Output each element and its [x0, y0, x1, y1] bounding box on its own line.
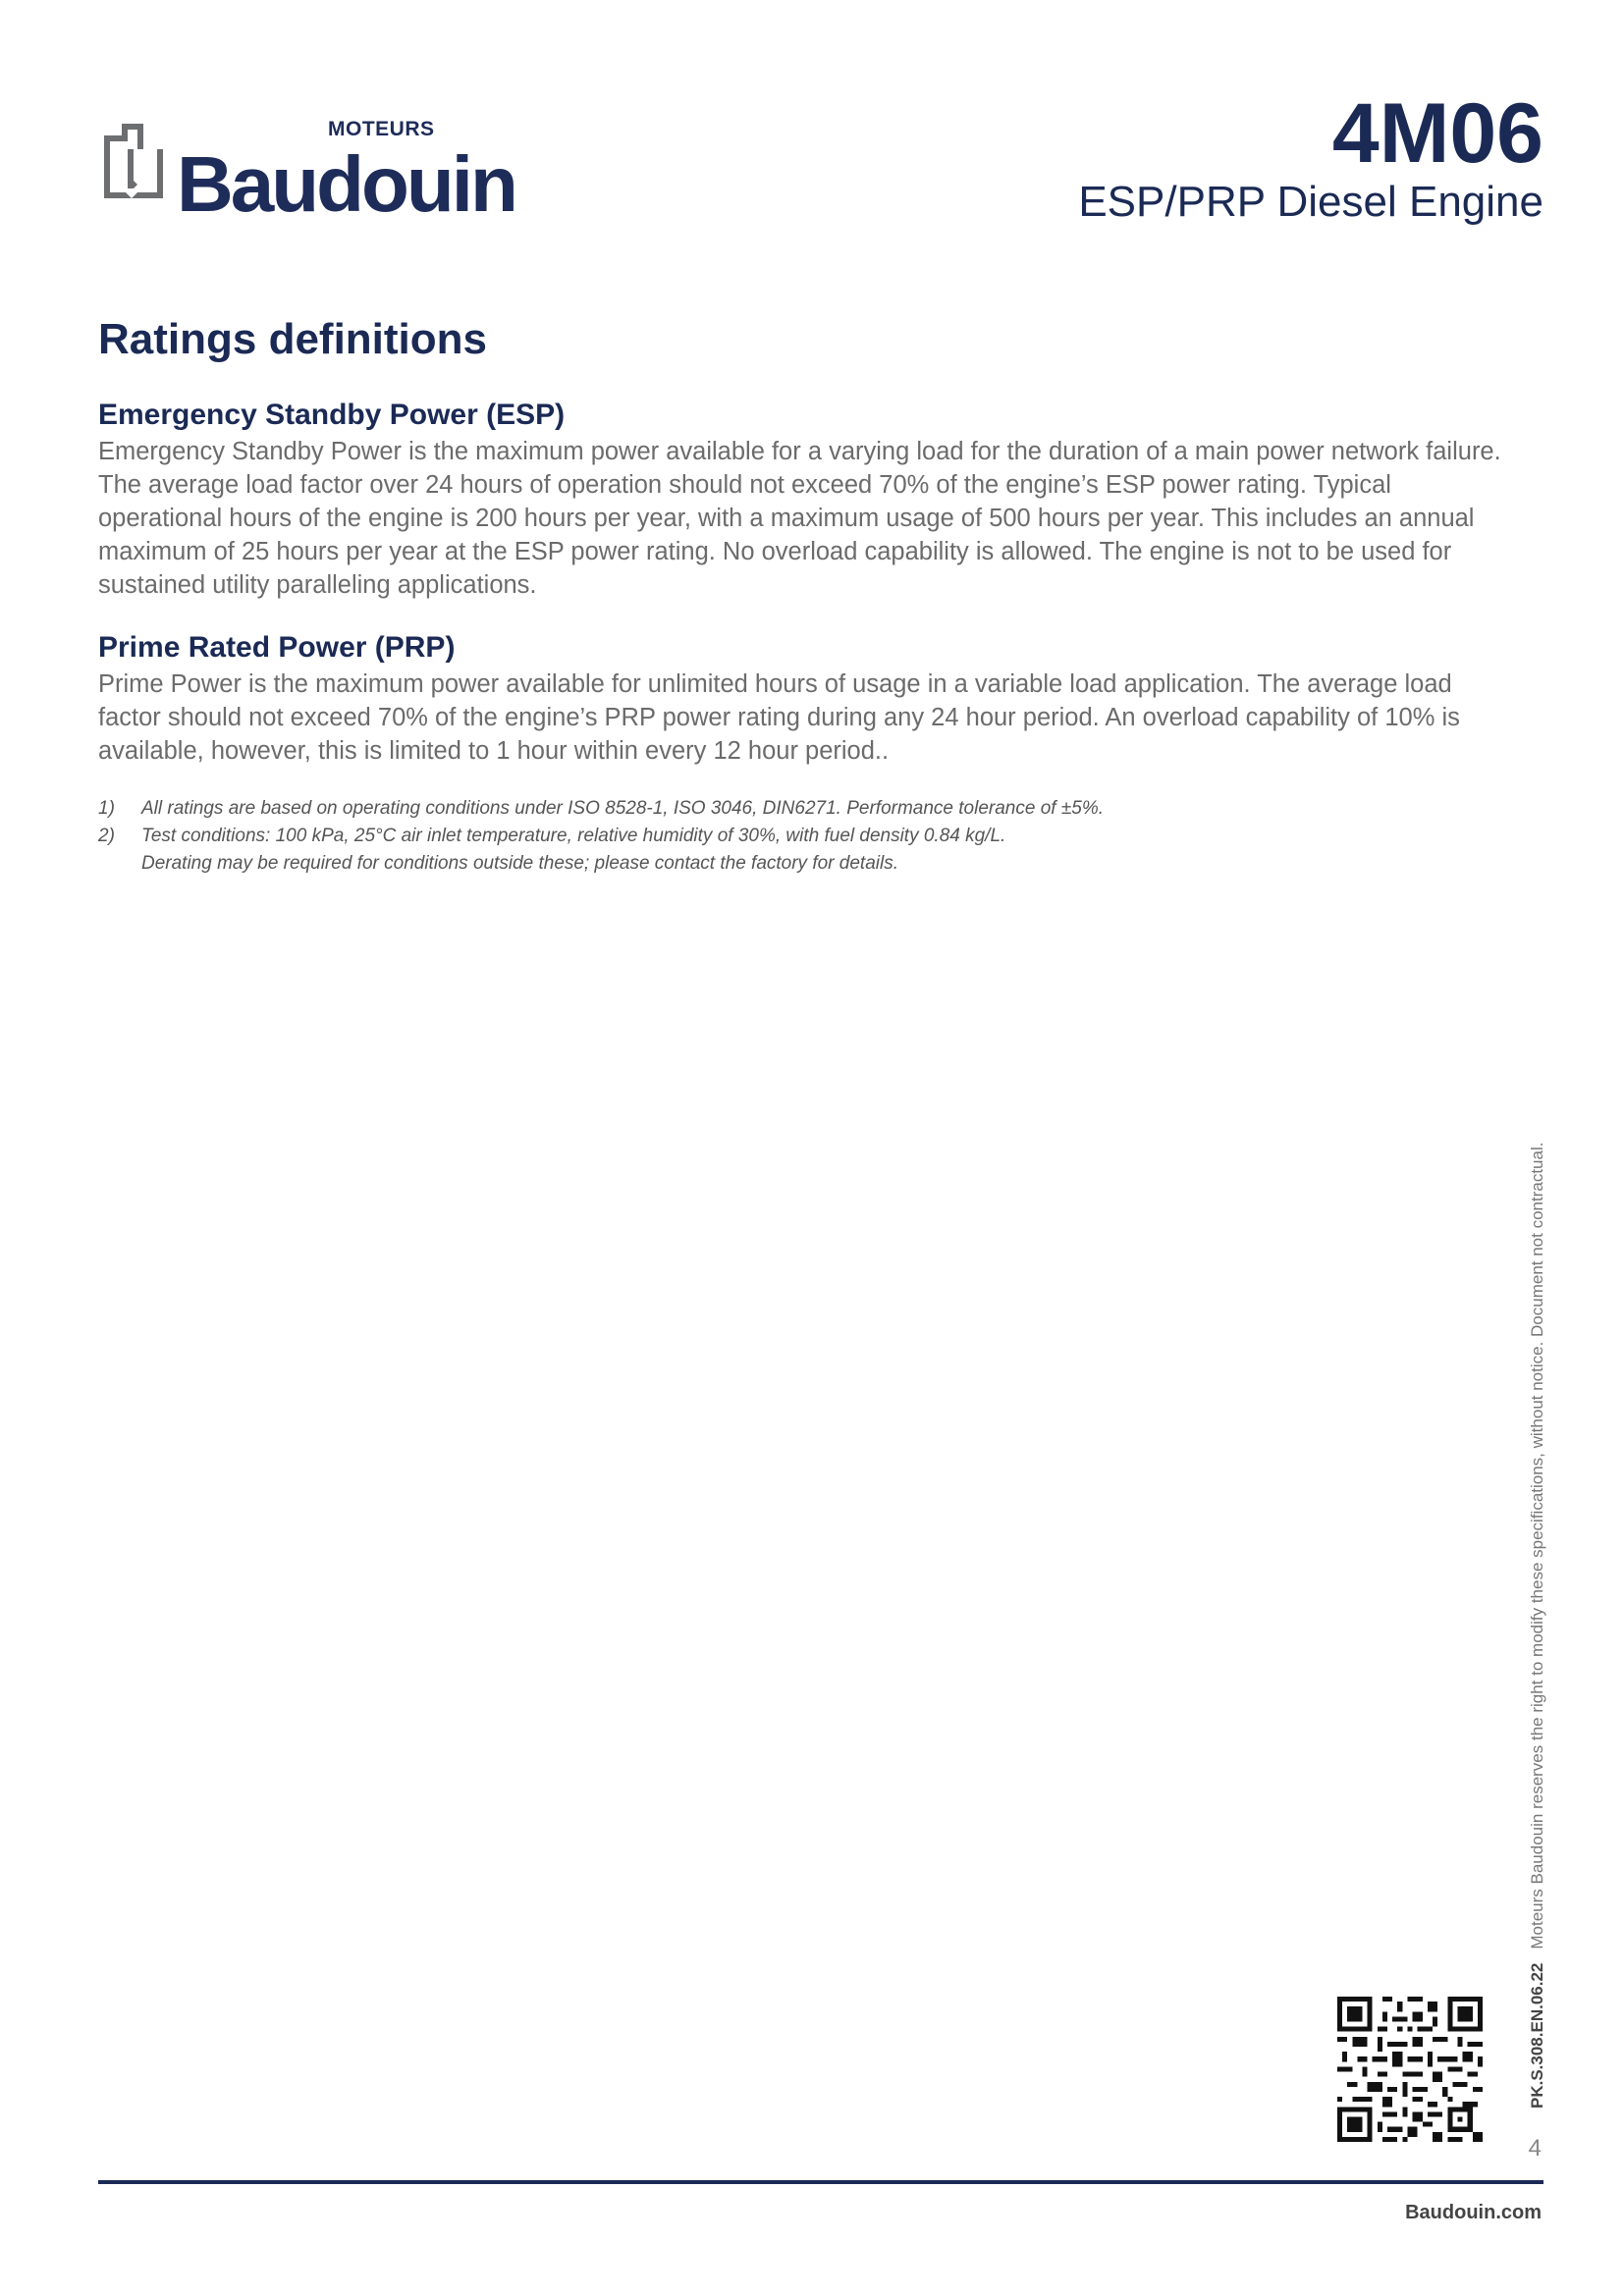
footnote-text: Test conditions: 100 kPa, 25°C air inlet temperature, relative humidity of 30%, with fuel density 0.84 kg/L.: [141, 826, 1006, 846]
page-title: Ratings definitions: [98, 315, 487, 363]
esp-section: [98, 396, 1502, 602]
esp-heading: Emergency Standby Power (ESP): [98, 399, 566, 431]
prp-heading: Prime Rated Power (PRP): [98, 631, 456, 664]
footer-divider: [98, 2180, 1543, 2184]
document-code: PK.S.308.EN.06.22: [1528, 1962, 1546, 2109]
footnote-text: Derating may be required for conditions outside these; please contact the factory for details.: [141, 853, 898, 874]
footnote-text: All ratings are based on operating conditions under ISO 8528-1, ISO 3046, DIN6271. Performance tolerance of ±5%.: [141, 798, 1105, 819]
page-number: 4: [1528, 2135, 1542, 2162]
logo-moteurs-text: MOTEURS: [328, 118, 435, 140]
disclaimer-text: Moteurs Baudouin reserves the right to modify these specifications, without notice. Document not contractual.: [1528, 1142, 1546, 1949]
prp-section: [98, 628, 1502, 768]
footnote-number: 2): [98, 826, 115, 846]
baudouin-logo-mark-icon: [98, 120, 169, 204]
qr-code-icon[interactable]: [1337, 1997, 1483, 2142]
footnote-2-continued: [98, 850, 1473, 878]
footnote-number: 1): [98, 798, 115, 819]
engine-subtitle: ESP/PRP Diesel Engine: [1078, 178, 1543, 226]
side-disclaimer: [1524, 1029, 1551, 2109]
engine-model: 4M06: [1331, 86, 1543, 181]
footer-website-link[interactable]: Baudouin.com: [1405, 2202, 1542, 2223]
footnote-2: [98, 823, 1473, 850]
prp-body: Prime Power is the maximum power available for unlimited hours of usage in a variable load application. The average load factor should not exceed 70% of the engine’s PRP power rating during any 24 hour period. An overload capability of 10% is available, however, this is limited to 1 hour within every 12 hour period..: [98, 670, 1460, 765]
footnotes: [98, 795, 1473, 878]
footnote-1: [98, 795, 1473, 823]
brand-logo: [98, 110, 569, 228]
esp-body: Emergency Standby Power is the maximum power available for a varying load for the duration of a main power network failure. The average load factor over 24 hours of operation should not exceed 70% of the engine’s ESP power rating. Typical operational hours of the engine is 200 hours per year, with a maximum usage of 500 hours per year. This includes an annual maximum of 25 hours per year at the ESP power rating. No overload capability is allowed. The engine is not to be used for sustained utility paralleling applications.: [98, 438, 1501, 599]
logo-wordmark: Baudouin: [177, 140, 515, 228]
